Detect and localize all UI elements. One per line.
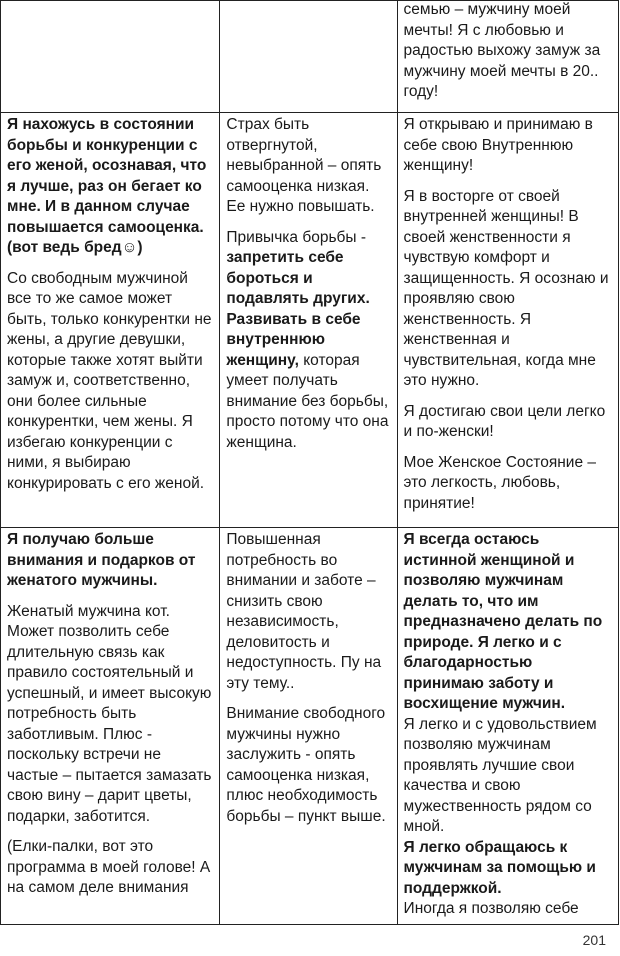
- row3-col2-p2: Внимание свободного мужчины нужно заслужить - опять самооценка низкая, плюс необходимость борьбы – пункт выше.: [226, 705, 386, 825]
- row2-col2-p2-tail: которая умеет получать внимание без борьбы, просто потому что она женщина.: [226, 351, 389, 451]
- table-row: [1, 1, 619, 113]
- row2-col2-p2-lead: Привычка борьбы -: [226, 228, 367, 246]
- row1-col1-cell: [1, 1, 220, 113]
- row2-col3-p4: Мое Женское Состояние – это легкость, любовь, принятие!: [403, 453, 597, 512]
- table-row: [1, 528, 619, 925]
- row1-col2-cell: [220, 1, 397, 113]
- row2-col3-cell: [397, 113, 618, 528]
- row2-col1-bold: Я нахожусь в состоянии борьбы и конкуренции с его женой, осознавая, что я лучше, раз он бегает ко мне. И в данном случае повышается самооценка. (вот ведь бред☺): [7, 116, 207, 256]
- page-number: 201: [582, 932, 606, 948]
- row3-col3-cell: [397, 528, 618, 925]
- row3-col1-text2: (Елки-палки, вот это программа в моей голове! А на самом деле внимания: [7, 838, 211, 896]
- row2-col2-p1: Страх быть отвергнутой, невыбранной – опять самооценка низкая. Ее нужно повышать.: [226, 116, 382, 215]
- row1-col3-text: семью – мужчину моей мечты! Я с любовью и радостью выхожу замуж за мужчину моей мечты в 20.. году!: [403, 1, 601, 100]
- row3-col3-bold2: Я легко обращаюсь к мужчинам за помощью и поддержкой.: [403, 838, 596, 897]
- row3-col1-cell: [1, 528, 220, 925]
- row2-col1-text: Со свободным мужчиной все то же самое может быть, только конкурентки не жены, а другие девушки, которые также хотят выйти замуж и, соответственно, они более сильные конкурентки, чем жены. Я избегаю конкуренции с ними, я выбираю конкурировать с его женой.: [7, 269, 212, 492]
- row1-col3-cell: [397, 1, 618, 113]
- table-row: [1, 113, 619, 528]
- row3-col3-text1: Я легко и с удовольствием позволяю мужчинам проявлять лучшие свои качества и свою мужественность рядом со мной.: [403, 715, 597, 835]
- row2-col1-cell: [1, 113, 220, 528]
- row2-col2-p2: [226, 228, 390, 454]
- row3-col3-bold1: Я всегда остаюсь истинной женщиной и позволяю мужчинам делать то, что им предназначено делать по природе. Я легко и с благодарностью принимаю заботу и восхищение мужчин.: [403, 531, 603, 712]
- row3-col3-text2: Иногда я позволяю себе: [403, 900, 579, 917]
- row2-col2-p2-bold: запретить себе бороться и подавлять других. Развивать в себе внутреннюю женщину,: [226, 249, 370, 369]
- row2-col3-p1: Я открываю и принимаю в себе свою Внутреннюю женщину!: [403, 116, 593, 174]
- row2-col3-p2: Я в восторге от своей внутренней женщины! В своей женственности я чувствую комфорт и защищенность. Я осознаю и проявляю свою женственность. Я женственная и чувствительная, когда мне это нужно.: [403, 187, 609, 389]
- row2-col2-cell: [220, 113, 397, 528]
- row2-col3-p3: Я достигаю свои цели легко и по-женски!: [403, 402, 606, 440]
- row3-col1-bold: Я получаю больше внимания и подарков от женатого мужчины.: [7, 531, 196, 589]
- row3-col2-p1: Повышенная потребность во внимании и заботе – снизить свою независимость, деловитость и недоступность. Пу на эту тему..: [226, 531, 382, 692]
- row3-col2-cell: [220, 528, 397, 925]
- row3-col1-text: Женатый мужчина кот. Может позволить себе длительную связь как правило состоятельный и успешный, и имеет высокую потребность быть заботливым. Плюс - поскольку встречи не частые – пытается замазать свою вину – дарит цветы, подарки, заботится.: [7, 602, 212, 825]
